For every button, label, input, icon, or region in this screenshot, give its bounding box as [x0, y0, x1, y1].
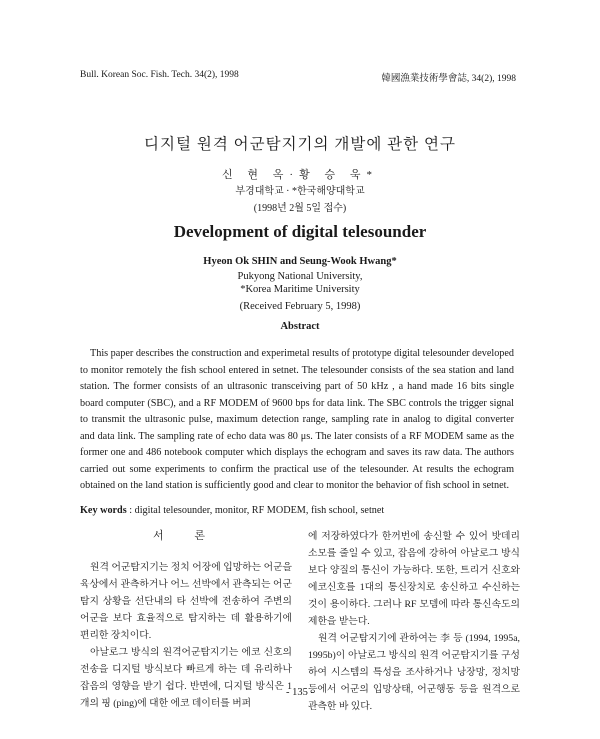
- keywords-list: : digital telesounder, monitor, RF MODEM, fish school, setnet: [129, 505, 385, 516]
- abstract-text: This paper describes the construction and experimetal results of prototype digital telesounder developed to monitor remotely the fish school entered in setnet. The telesounder consists of the sea station and land station. The former consists of an ultrasonic transceiving part of 50 kHz , a hand made 16 bits single board computer (SBC), and a RF MODEM of 9600 bps for data link. The SBC controls the trigger signal to transmit the ultrasonic pulse, maximum detection range, sampling rate in analog to digital converter and data link. The sampling rate of echo data was 80 μs. The later consists of a RF MODEM same as the former one and 486 notebook computer which displays the echogram and saves its raw data. The authors carried out some experiments to confirm the practical use of the telesounder. At results the echogram obtained on the land station is sufficiently good and clear to monitor the behavior of fish school in setnet.: [80, 348, 514, 491]
- keywords-label: Key words: [80, 505, 127, 516]
- affiliation-2: *Korea Maritime University: [240, 284, 360, 295]
- english-title: Development of digital telesounder: [173, 222, 427, 241]
- body-paragraph: 원격 어군탐지기는 정치 어장에 입망하는 어군을 육상에서 관측하거나 어느 선박에서 관측되는 어군탐지 상황을 선단내의 타 선박에 전송하여 주변의 어군을 보다 효율적으로 탐지하는 데 활용하기에 편리한 장치이다.: [80, 562, 292, 641]
- korean-title: 디지털 원격 어군탐지기의 개발에 관한 연구: [144, 136, 456, 153]
- journal-citation-english: Bull. Korean Soc. Fish. Tech. 34(2), 1998: [80, 70, 239, 80]
- english-authors: Hyeon Ok SHIN and Seung-Wook Hwang*: [203, 256, 397, 267]
- body-paragraph: 아날로그 방식의 원격어군탐지기는 에코 신호의 전송을 디지털 방식보다 빠르게 하는 데 유리하나 잡음의 영향을 받기 쉽다. 반면에, 디지털 방식은 1개의 핑 (ping)에 대한 에코 데이터를 버퍼: [80, 647, 292, 709]
- page-number: - 135 -: [286, 687, 314, 698]
- english-received-date: (Received February 5, 1998): [239, 301, 361, 312]
- keywords: [80, 505, 520, 516]
- affiliation-1: Pukyong National University,: [237, 271, 363, 282]
- korean-affiliation: 부경대학교 · *한국해양대학교: [235, 186, 365, 197]
- body-paragraph: 에 저장하였다가 한꺼번에 송신할 수 있어 밧데리 소모를 줄일 수 있고, 잡음에 강하여 아날로그 방식 보다 양질의 통신이 가능하다. 또한, 트리거 신호와 에코신호를 1대의 통신장치로 송신하고 수신하는 것이 용이하다. 그러나 RF 모뎀에 따라 통신속도의 제한을 받는다.: [308, 531, 520, 627]
- korean-authors: 신 현 옥·황 승 욱*: [222, 169, 378, 181]
- section-heading-introduction: 서 론: [152, 530, 219, 542]
- abstract-heading: Abstract: [280, 321, 320, 332]
- journal-citation-korean: 韓國漁業技術學會誌, 34(2), 1998: [381, 74, 516, 84]
- body-paragraph: 원격 어군탐지기에 관하여는 李 등 (1994, 1995a, 1995b)이 아날로그 방식의 원격 어군탐지기를 구성하여 시스템의 특성을 조사하거나 낭장망, 정치망 등에서 어군의 입망상태, 어군행동 등을 원격으로 관측한 바 있다.: [308, 633, 520, 712]
- body-left-column: [80, 528, 292, 712]
- korean-received-date: (1998년 2월 5일 접수): [253, 203, 347, 214]
